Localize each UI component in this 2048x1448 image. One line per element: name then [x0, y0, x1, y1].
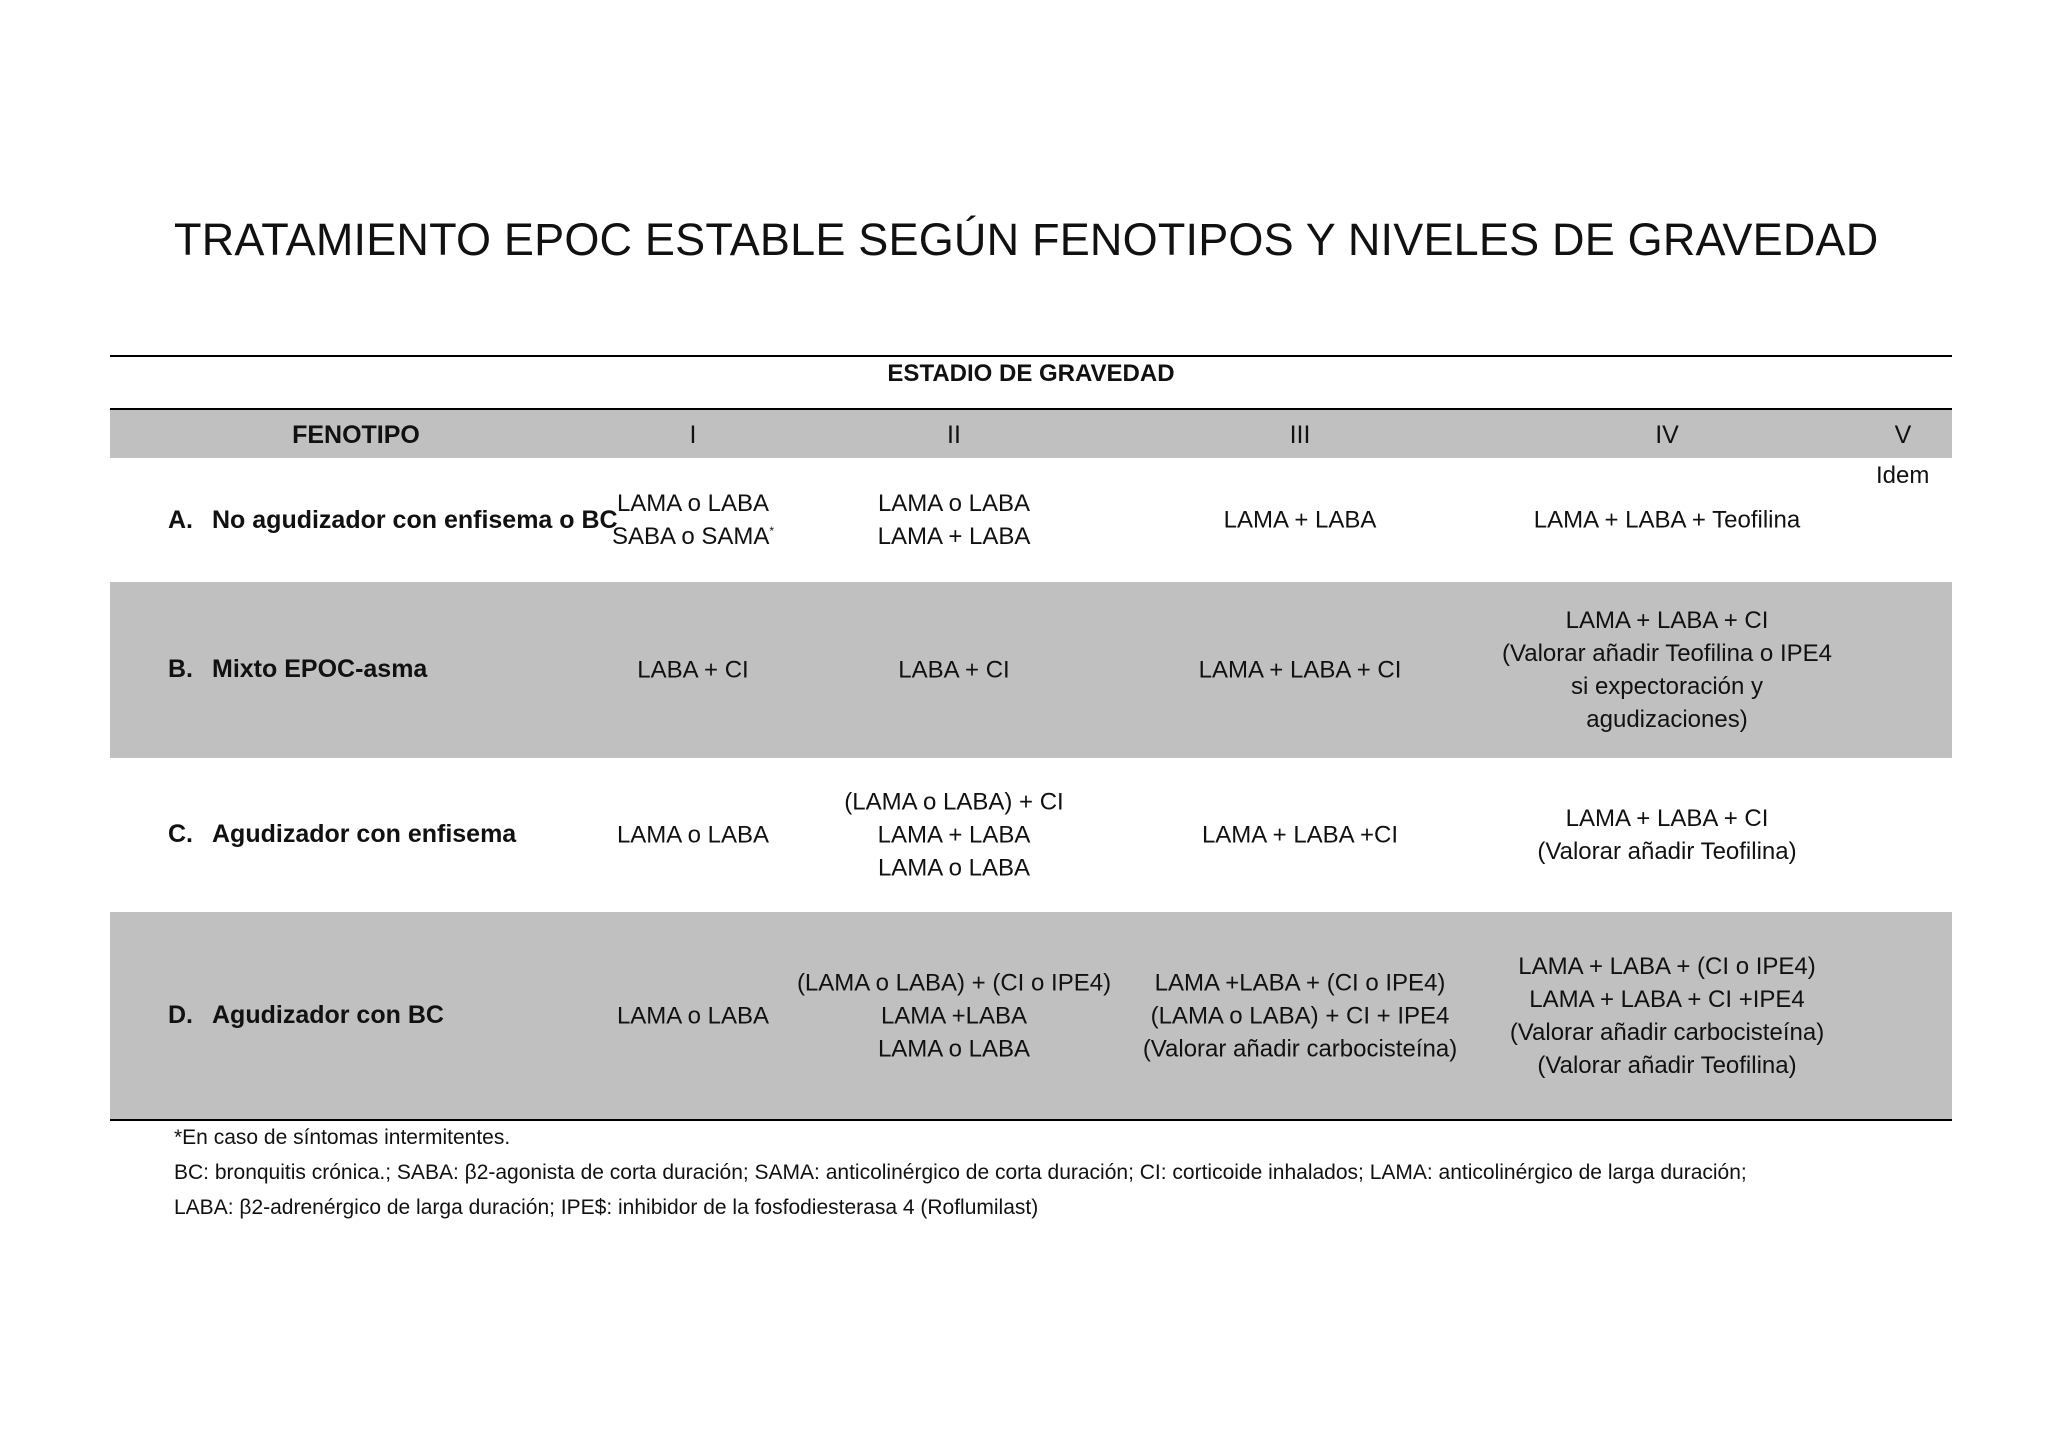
footnotes — [174, 1120, 1747, 1225]
cell-line: (LAMA o LABA) + (CI o IPE4) — [796, 969, 1112, 997]
row-label-a — [168, 506, 618, 535]
footnote-abbreviations: BC: bronquitis crónica.; SABA: β2-agonista de corta duración; SAMA: anticolinérgico de corta duración; CI: corticoide inhalados; LAMA: anticolinérgico de larga duración; — [174, 1161, 1747, 1184]
footnote-abbreviations-cont: LABA: β2-adrenérgico de larga duración; IPE$: inhibidor de la fosfodiesterasa 4 (Roflumilast) — [174, 1196, 1039, 1219]
cell-d-i — [617, 1000, 769, 1033]
column-header-iv: IV — [1655, 421, 1679, 449]
cell-a-iv — [1534, 504, 1800, 537]
cell-line: si expectoración y — [1570, 673, 1764, 700]
cell-line: (LAMA o LABA) + CI + IPE4 — [1150, 1002, 1450, 1030]
cell-b-ii — [898, 654, 1009, 687]
cell-line: (Valorar añadir carbocisteína) — [1509, 1019, 1825, 1046]
row-letter: B. — [168, 655, 193, 683]
cell-d-ii — [797, 967, 1111, 1066]
cell-line: LAMA + LABA — [1223, 506, 1377, 534]
table-top-rule — [110, 355, 1952, 357]
cell-line: LAMA + LABA +CI — [1201, 821, 1399, 849]
cell-c-ii — [844, 786, 1063, 885]
cell-line: LAMA o LABA — [616, 1002, 770, 1030]
footnote-marker: * — [769, 524, 775, 538]
cell-line: LAMA +LABA + (CI o IPE4) — [1154, 969, 1446, 997]
cell-line — [612, 520, 774, 553]
row-name: Agudizador con BC — [212, 1001, 444, 1029]
row-letter: C. — [168, 820, 193, 848]
cell-b-i — [637, 654, 748, 687]
column-header-iii: III — [1289, 421, 1311, 449]
cell-line: (Valorar añadir Teofilina) — [1537, 1052, 1797, 1079]
cell-d-iv — [1510, 950, 1824, 1082]
column-header-fenotipo: FENOTIPO — [292, 421, 420, 449]
cell-line: LAMA +LABA — [880, 1002, 1028, 1030]
cell-d-iii — [1143, 967, 1457, 1066]
cell-b-iv — [1502, 604, 1832, 736]
row-letter: A. — [168, 506, 193, 534]
cell-c-i — [617, 819, 769, 852]
row-label-d — [168, 1001, 444, 1030]
cell-line: agudizaciones) — [1586, 706, 1748, 733]
cell-a-ii — [878, 487, 1031, 553]
cell-line: (Valorar añadir carbocisteína) — [1142, 1035, 1458, 1063]
cell-line-text: SABA o SAMA — [611, 523, 770, 550]
footnote-asterisk: *En caso de síntomas intermitentes. — [174, 1126, 511, 1149]
cell-line: LAMA + LABA + CI — [1198, 656, 1402, 684]
cell-line: LAMA + LABA + CI — [1565, 607, 1769, 634]
page-title: TRATAMIENTO EPOC ESTABLE SEGÚN FENOTIPOS Y NIVELES DE GRAVEDAD — [174, 214, 1879, 265]
cell-line: LAMA + LABA — [877, 523, 1031, 550]
cell-line: (Valorar añadir Teofilina o IPE4 — [1502, 640, 1832, 667]
row-name: Mixto EPOC-asma — [212, 655, 428, 683]
row-name: Agudizador con enfisema — [212, 820, 517, 848]
stage-header: ESTADIO DE GRAVEDAD — [887, 360, 1175, 387]
cell-line: LAMA + LABA + (CI o IPE4) — [1518, 953, 1816, 980]
cell-line: (LAMA o LABA) + CI — [844, 788, 1064, 816]
cell-line: LAMA + LABA — [877, 821, 1031, 849]
row-name: No agudizador con enfisema o BC — [212, 506, 618, 534]
row-label-c — [168, 820, 516, 849]
cell-line: LAMA + LABA + Teofilina — [1533, 506, 1801, 534]
column-header-i: I — [689, 421, 697, 449]
column-header-ii: II — [947, 421, 961, 449]
cell-line: LABA + CI — [898, 656, 1010, 684]
cell-a-i — [612, 487, 774, 553]
cell-line: LAMA o LABA — [877, 1035, 1031, 1063]
cell-line: LAMA o LABA — [616, 821, 770, 849]
cell-line: LABA + CI — [637, 656, 749, 684]
cell-line: LAMA o LABA — [877, 854, 1031, 882]
cell-line: LAMA o LABA — [616, 490, 770, 517]
cell-line: LAMA + LABA + CI +IPE4 — [1529, 986, 1805, 1013]
cell-b-iii — [1199, 654, 1402, 687]
cell-line: LAMA + LABA + CI — [1565, 805, 1769, 832]
cell-line: (Valorar añadir Teofilina) — [1537, 838, 1797, 865]
cell-a-iii — [1224, 504, 1377, 537]
stage-v-note: Idem — [1876, 462, 1930, 489]
row-letter: D. — [168, 1001, 193, 1029]
cell-c-iii — [1202, 819, 1398, 852]
cell-c-iv — [1537, 802, 1796, 868]
column-header-v: V — [1894, 421, 1912, 449]
row-label-b — [168, 655, 427, 684]
cell-line: LAMA o LABA — [877, 490, 1031, 517]
